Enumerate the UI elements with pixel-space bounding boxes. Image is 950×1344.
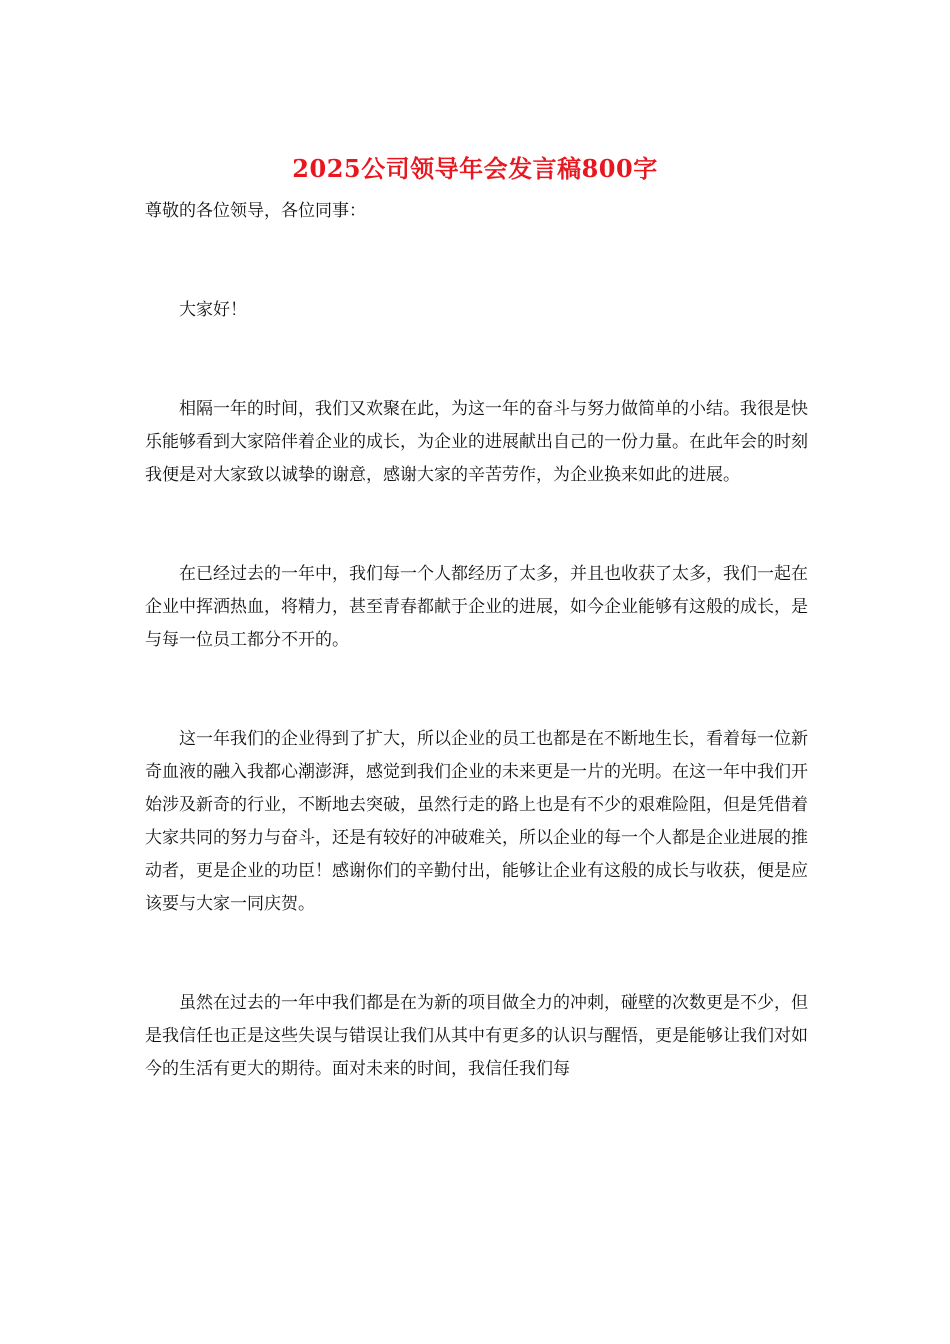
paragraph-hello: 大家好！	[179, 300, 247, 320]
salutation: 尊敬的各位领导，各位同事：	[145, 201, 366, 221]
paragraph-1: 相隔一年的时间，我们又欢聚在此，为这一年的奋斗与努力做简单的小结。我很是快乐能够看到大家陪伴着企业的成长，为企业的进展献出自己的一份力量。在此年会的时刻我便是对大家致以诚挚的谢意，感谢大家的辛苦劳作，为企业换来如此的进展。	[145, 399, 808, 485]
paragraph-4: 虽然在过去的一年中我们都是在为新的项目做全力的冲刺，碰壁的次数更是不少，但是我信任也正是这些失误与错误让我们从其中有更多的认识与醒悟，更是能够让我们对如今的生活有更大的期待。面对未来的时间，我信任我们每	[145, 993, 808, 1079]
paragraph-spacer	[145, 657, 809, 723]
paragraph-spacer	[145, 327, 809, 393]
paragraph-spacer	[145, 921, 809, 987]
document-title: 2025公司领导年会发言稿800字	[292, 154, 658, 183]
paragraph-spacer	[145, 228, 809, 294]
document-body	[145, 195, 809, 1086]
paragraph-spacer	[145, 492, 809, 558]
paragraph-2: 在已经过去的一年中，我们每一个人都经历了太多，并且也收获了太多，我们一起在企业中挥洒热血，将精力，甚至青春都献于企业的进展，如今企业能够有这般的成长，是与每一位员工都分不开的。	[145, 564, 808, 650]
paragraph-3: 这一年我们的企业得到了扩大，所以企业的员工也都是在不断地生长，看着每一位新奇血液的融入我都心潮澎湃，感觉到我们企业的未来更是一片的光明。在这一年中我们开始涉及新奇的行业，不断地去突破，虽然行走的路上也是有不少的艰难险阻，但是凭借着大家共同的努力与奋斗，还是有较好的冲破难关，所以企业的每一个人都是企业进展的推动者，更是企业的功臣！感谢你们的辛勤付出，能够让企业有这般的成长与收获，便是应该要与大家一同庆贺。	[145, 729, 808, 914]
